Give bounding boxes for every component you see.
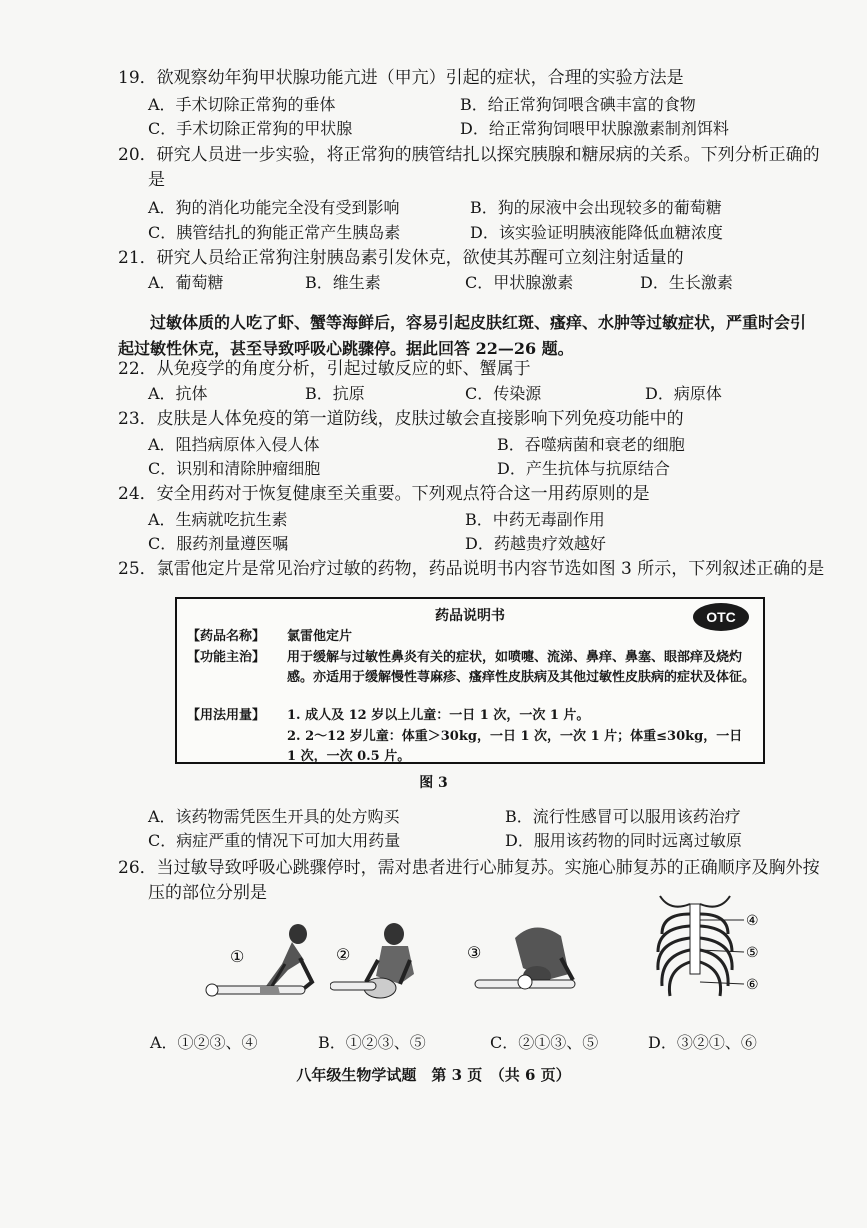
q19-option-b: B．给正常狗饲喂含碘丰富的食物 [460,95,696,114]
q22-option-b: B．抗原 [305,384,365,403]
q25-option-d: D．服用该药物的同时远离过敏原 [505,831,742,850]
q26-option-c: C．②①③、⑤ [490,1033,599,1052]
rib-label-5: ⑤ [746,945,759,961]
q19-stem: 19．欲观察幼年狗甲状腺功能亢进（甲亢）引起的症状，合理的实验方法是 [118,68,684,88]
q22-stem: 22．从免疫学的角度分析，引起过敏反应的虾、蟹属于 [118,359,531,379]
q26-option-a: A．①②③、④ [150,1033,258,1052]
rib-label-4: ④ [746,913,759,929]
q21-option-c: C．甲状腺激素 [465,273,574,292]
q26-option-b: B．①②③、⑤ [318,1033,426,1052]
q22-option-c: C．传染源 [465,384,542,403]
q20-option-b: B．狗的尿液中会出现较多的葡萄糖 [470,198,722,217]
q21-stem: 21．研究人员给正常狗注射胰岛素引发休克，欲使其苏醒可立刻注射适量的 [118,248,684,268]
cpr-step-1-label: ① [230,947,245,966]
q20-option-c: C．胰管结扎的狗能正常产生胰岛素 [148,223,401,242]
q21-option-a: A．葡萄糖 [148,273,224,292]
drug-usage-2: 2. 2～12 岁儿童：体重＞30kg，一日 1 次，一次 1 片；体重≤30kg，一日 1 次，一次 0.5 片。 [287,729,743,764]
drug-name-key: 【药品名称】 [187,629,266,644]
drug-function-key: 【功能主治】 [187,650,266,665]
page-footer: 八年级生物学试题 第 3 页 （共 6 页） [296,1066,571,1084]
q23-option-b: B．吞噬病菌和衰老的细胞 [497,435,685,454]
q25-option-a: A．该药物需凭医生开具的处方购买 [148,807,400,826]
q25-option-b: B．流行性感冒可以服用该药治疗 [505,807,741,826]
q19-option-d: D．给正常狗饲喂甲状腺激素制剂饵料 [460,119,729,138]
q26-option-d: D．③②①、⑥ [648,1033,757,1052]
q23-option-a: A．阻挡病原体入侵人体 [148,435,320,454]
rib-label-6: ⑥ [746,977,759,993]
q20-stem: 20．研究人员进一步实验，将正常狗的胰管结扎以探究胰腺和糖尿病的关系。下列分析正确的 [118,145,820,165]
q23-option-c: C．识别和清除肿瘤细胞 [148,459,321,478]
q22-option-a: A．抗体 [148,384,208,403]
section-intro: 过敏体质的人吃了虾、蟹等海鲜后，容易引起皮肤红斑、瘙痒、水肿等过敏症状，严重时会引起过敏性休克，甚至导致呼吸心跳骤停。据此回答 22—26 题。 [118,313,807,358]
q21-option-b: B．维生素 [305,273,381,292]
drug-usage-key: 【用法用量】 [187,708,266,723]
q23-option-d: D．产生抗体与抗原结合 [497,459,670,478]
drug-label-box [175,597,765,764]
figure-3-caption: 图 3 [419,775,448,791]
q24-option-c: C．服药剂量遵医嘱 [148,534,289,553]
cpr-step-3-illustration [465,918,605,1010]
q20-stem-cont: 是 [148,170,165,190]
q25-stem: 25．氯雷他定片是常见治疗过敏的药物，药品说明书内容节选如图 3 所示，下列叙述正确的是 [118,559,825,579]
cpr-step-3-label: ③ [467,943,482,962]
drug-name-row [187,627,353,647]
rib-cage-diagram [640,890,770,1010]
drug-label-title: 药品说明书 [435,608,505,624]
q25-option-c: C．病症严重的情况下可加大用药量 [148,831,401,850]
drug-function-row [187,648,756,685]
q19-option-a: A．手术切除正常狗的垂体 [148,95,336,114]
drug-usage-1: 1. 成人及 12 岁以上儿童：一日 1 次，一次 1 片。 [287,708,590,723]
q20-option-a: A．狗的消化功能完全没有受到影响 [148,198,400,217]
q21-option-d: D．生长激素 [640,273,733,292]
cpr-step-2-label: ② [336,945,351,964]
q19-option-c: C．手术切除正常狗的甲状腺 [148,119,353,138]
drug-function-value: 用于缓解与过敏性鼻炎有关的症状，如喷嚏、流涕、鼻痒、鼻塞、眼部痒及烧灼感。亦适用于缓解慢性荨麻疹、瘙痒性皮肤病及其他过敏性皮肤病的症状及体征。 [287,650,756,685]
otc-badge: OTC [693,603,749,631]
drug-usage-row [187,706,590,726]
q23-stem: 23．皮肤是人体免疫的第一道防线，皮肤过敏会直接影响下列免疫功能中的 [118,409,684,429]
q24-stem: 24．安全用药对于恢复健康至关重要。下列观点符合这一用药原则的是 [118,484,650,504]
q26-stem: 26．当过敏导致呼吸心跳骤停时，需对患者进行心肺复苏。实施心肺复苏的正确顺序及胸外按 [118,858,820,878]
cpr-step-2-illustration [330,920,450,1010]
q24-option-b: B．中药无毒副作用 [465,510,605,529]
cpr-step-1-illustration [200,920,320,1010]
drug-name-value: 氯雷他定片 [287,629,353,644]
q22-option-d: D．病原体 [645,384,722,403]
q20-option-d: D．该实验证明胰液能降低血糖浓度 [470,223,723,242]
q26-stem-cont: 压的部位分别是 [148,883,267,903]
q24-option-d: D．药越贵疗效越好 [465,534,606,553]
q24-option-a: A．生病就吃抗生素 [148,510,288,529]
